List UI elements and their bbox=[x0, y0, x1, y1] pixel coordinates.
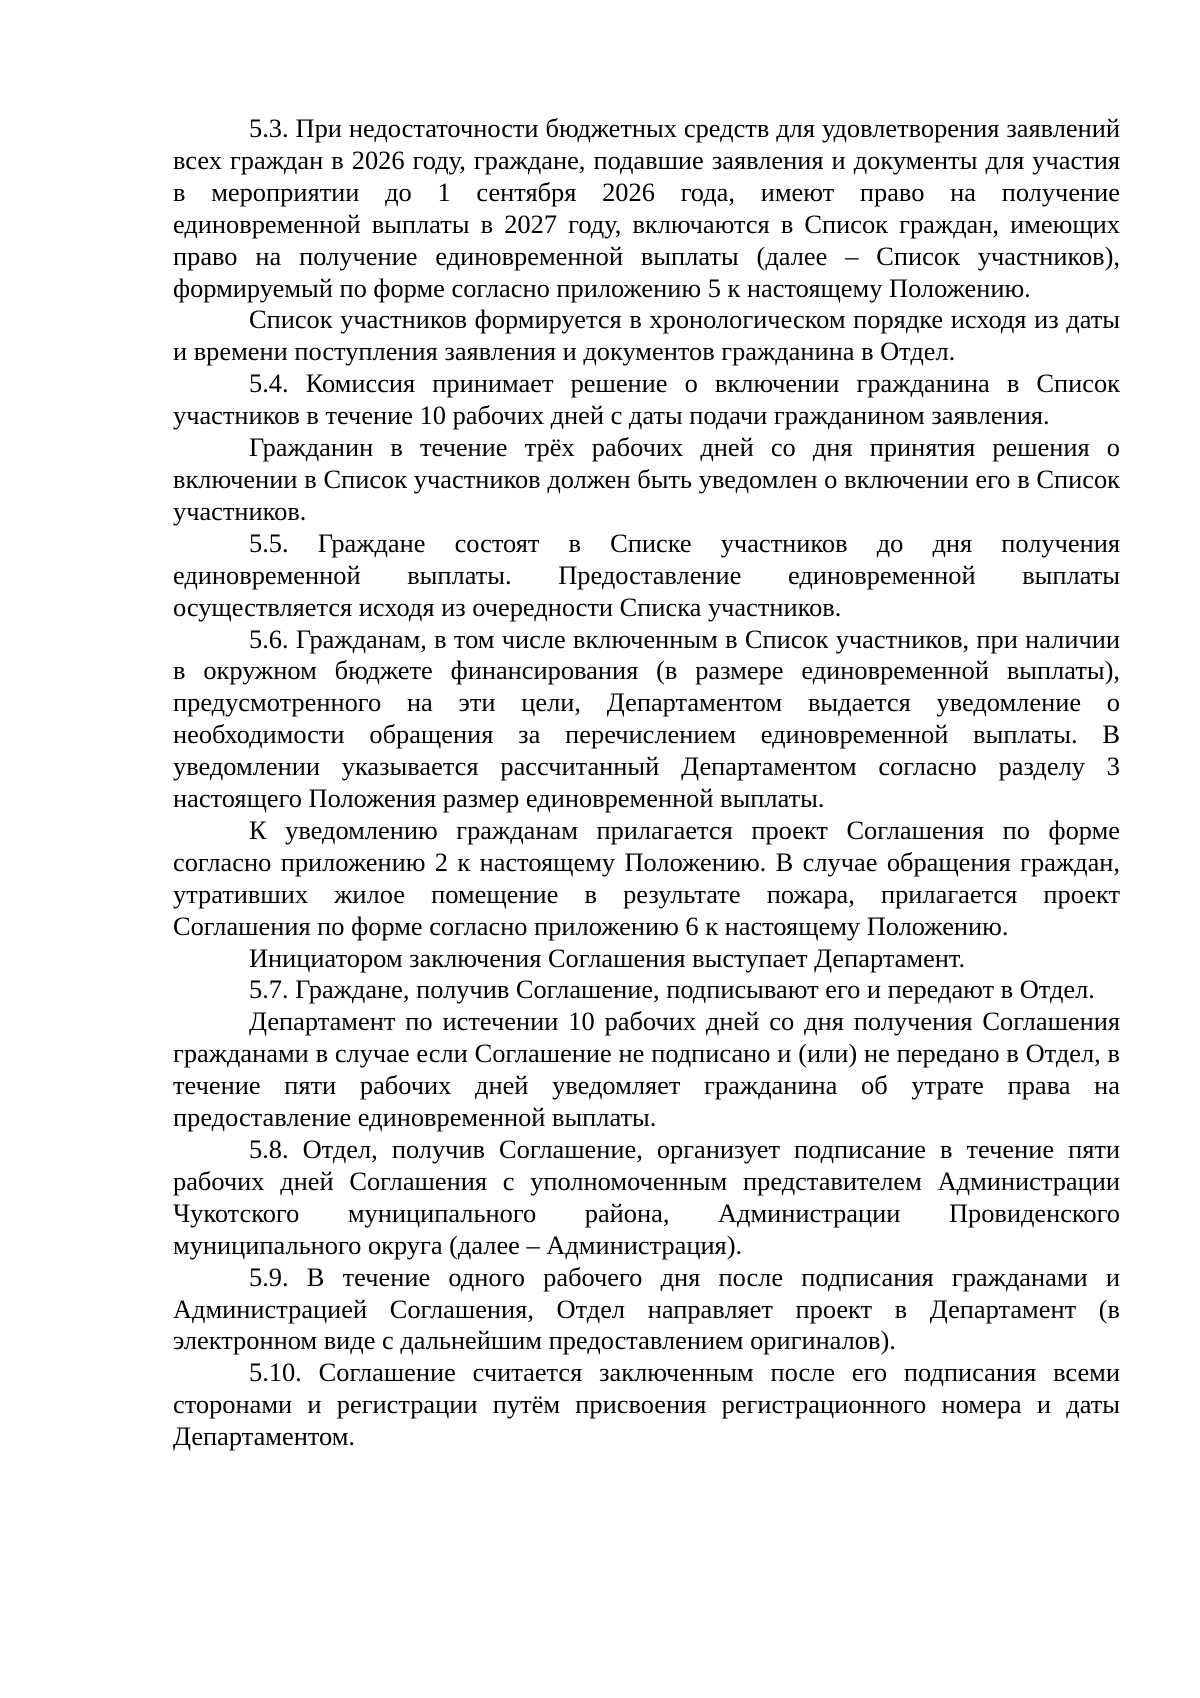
paragraph-participants-list-order: Список участников формируется в хронологическом порядке исходя из даты и времени поступления заявления и документов гражданина в Отдел. bbox=[173, 304, 1120, 367]
document-body bbox=[173, 113, 1120, 1453]
paragraph-5-9: 5.9. В течение одного рабочего дня после подписания гражданами и Администрацией Соглашения, Отдел направляет проект в Департамент (в электронном виде с дальнейшим предоставлением оригиналов). bbox=[173, 1261, 1120, 1356]
paragraph-5-5: 5.5. Граждане состоят в Списке участников до дня получения единовременной выплаты. Предоставление единовременной выплаты осуществляется исходя из очередности Списка участников. bbox=[173, 527, 1120, 622]
paragraph-agreement-draft: К уведомлению гражданам прилагается проект Соглашения по форме согласно приложению 2 к настоящему Положению. В случае обращения граждан, утративших жилое помещение в результате пожара, прилагается проект Соглашения по форме согласно приложению 6 к настоящему Положению. bbox=[173, 814, 1120, 941]
paragraph-5-3: 5.3. При недостаточности бюджетных средств для удовлетворения заявлений всех граждан в 2026 году, граждане, подавшие заявления и документы для участия в мероприятии до 1 сентября 2026 года, имеют право на получение единовременной выплаты в 2027 году, включаются в Список граждан, имеющих право на получение единовременной выплаты (далее – Список участников), формируемый по форме согласно приложению 5 к настоящему Положению. bbox=[173, 113, 1120, 303]
paragraph-5-6: 5.6. Гражданам, в том числе включенным в Список участников, при наличии в окружном бюджете финансирования (в размере единовременной выплаты), предусмотренного на эти цели, Департаментом выдается уведомление о необходимости обращения за перечислением единовременной выплаты. В уведомлении указывается рассчитанный Департаментом согласно разделу 3 настоящего Положения размер единовременной выплаты. bbox=[173, 623, 1120, 814]
paragraph-5-10: 5.10. Соглашение считается заключенным после его подписания всеми сторонами и регистрации путём присвоения регистрационного номера и даты Департаментом. bbox=[173, 1357, 1120, 1452]
paragraph-agreement-initiator: Инициатором заключения Соглашения выступает Департамент. bbox=[249, 942, 966, 973]
paragraph-loss-of-right: Департамент по истечении 10 рабочих дней со дня получения Соглашения гражданами в случае если Соглашение не подписано и (или) не передано в Отдел, в течение пяти рабочих дней уведомляет гражданина об утрате права на предоставление единовременной выплаты. bbox=[173, 1006, 1120, 1133]
paragraph-5-7: 5.7. Граждане, получив Соглашение, подписывают его и передают в Отдел. bbox=[249, 974, 1095, 1005]
paragraph-5-4: 5.4. Комиссия принимает решение о включении гражданина в Список участников в течение 10 рабочих дней с даты подачи гражданином заявления. bbox=[173, 368, 1120, 431]
paragraph-citizen-notification: Гражданин в течение трёх рабочих дней со дня принятия решения о включении в Список участников должен быть уведомлен о включении его в Список участников. bbox=[173, 432, 1120, 526]
paragraph-5-8: 5.8. Отдел, получив Соглашение, организует подписание в течение пяти рабочих дней Соглашения с уполномоченным представителем Администрации Чукотского муниципального района, Администрации Провиденского муниципального округа (далее – Администрация). bbox=[173, 1134, 1120, 1260]
